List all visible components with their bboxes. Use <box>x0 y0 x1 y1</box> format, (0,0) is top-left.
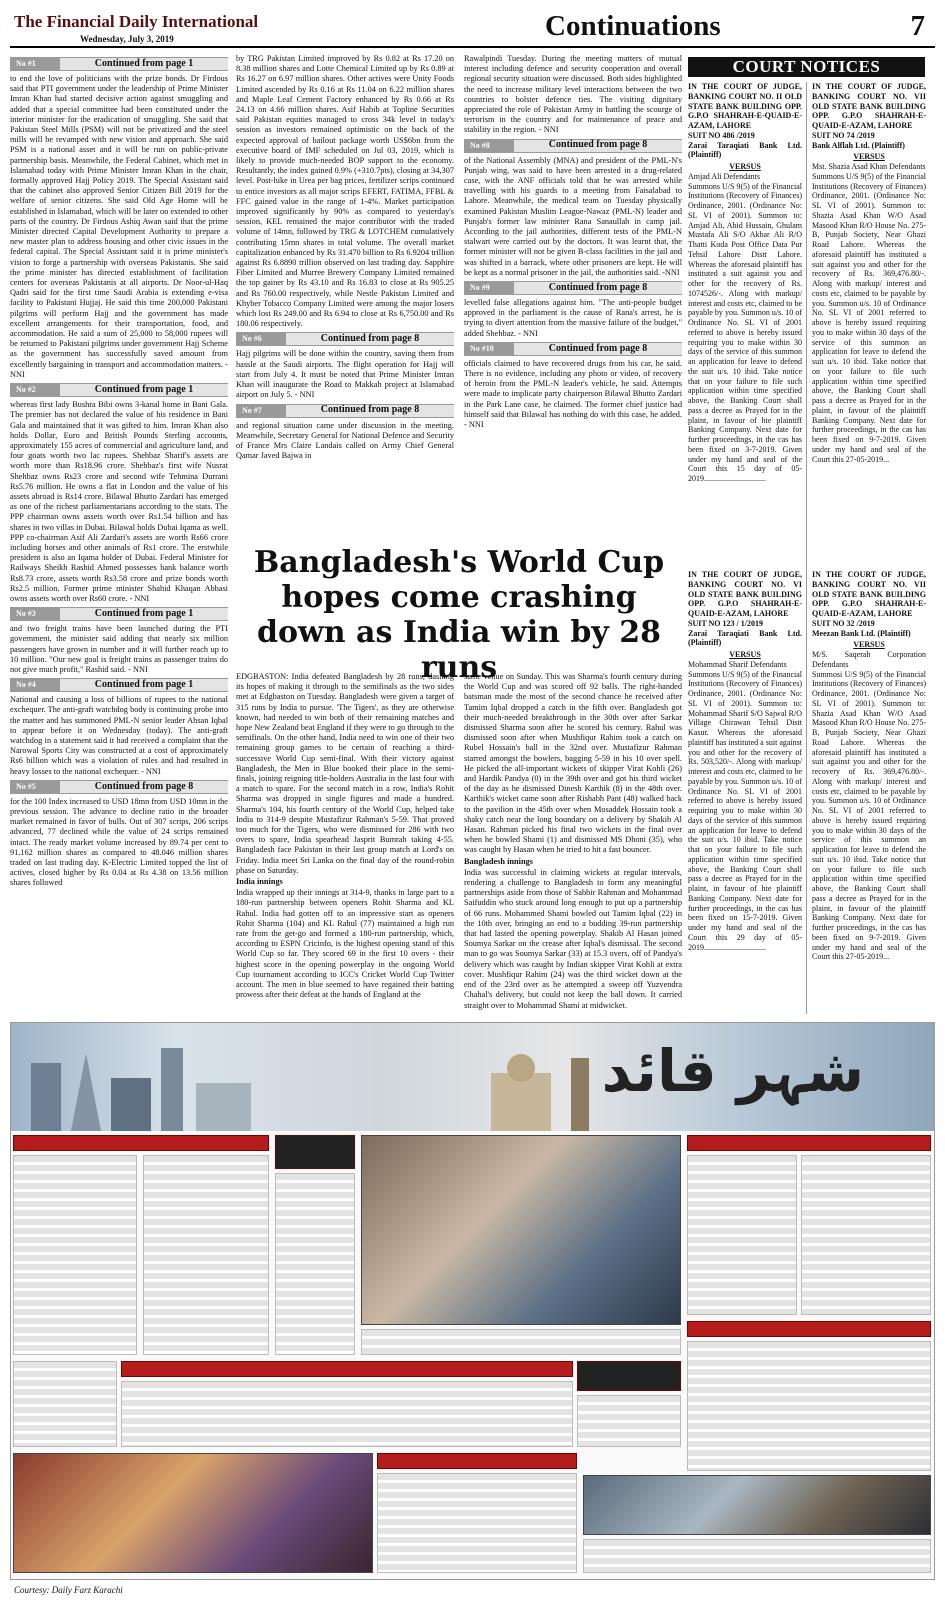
court-divider <box>806 82 807 1014</box>
publication-date: Wednesday, July 3, 2019 <box>80 34 174 44</box>
plaintiff: Bank Alflah Ltd. (Plaintiff) <box>812 140 905 150</box>
story-column-1 <box>236 672 454 1016</box>
continuation-tag: No #1 <box>10 57 60 71</box>
urdu-headline-bar <box>687 1321 931 1337</box>
plaintiff: Meezan Bank Ltd. (Plaintiff) <box>812 628 911 638</box>
court-notices-header: COURT NOTICES <box>688 57 925 77</box>
plaintiff: Zarai Taraqiati Bank Ltd. (Plaintiff) <box>688 140 802 160</box>
urdu-headline-bar <box>687 1135 931 1151</box>
urdu-headline-bar <box>377 1453 577 1469</box>
defendants: Mohammad Sharif Defendants <box>688 659 787 669</box>
versus-label: VERSUS <box>729 162 761 171</box>
continuation-bar <box>10 607 228 621</box>
continuation-bar <box>10 678 228 692</box>
plaintiff: Zarai Taraqiati Bank Ltd. (Plaintiff) <box>688 628 802 648</box>
story-subhead: Bangladesh innings <box>464 856 533 866</box>
court-name: IN THE COURT OF JUDGE, BANKING COURT NO. VI OLD STATE BANK BUILDING OPP. G.P.O SHAHRAH-E-QUAID-E-AZAM, LAHORE <box>688 570 802 618</box>
city-skyline-banner <box>11 1023 934 1131</box>
continuation-tag: No #3 <box>10 607 60 621</box>
versus-label: VERSUS <box>729 650 761 659</box>
continuation-tag: No #5 <box>10 780 60 794</box>
news-photo <box>13 1453 373 1573</box>
column-3 <box>464 54 682 542</box>
column-1 <box>10 54 228 1016</box>
court-notice <box>812 570 926 1016</box>
article-text: by TRG Pakistan Limited improved by Rs 0.82 at Rs 17.20 on 8.38 million shares and Lotte Chemical Limited up by Rs 0.89 at Rs 16.27 on 6.97 million shares. Other actives were Unity Foods Limited ascended by Rs 0.16 at Rs 11.04 on 6.22 million shares and Maple Leaf Cement Factory enhanced by Rs 0.66 at Rs 24.13 on 4.66 million shares. Asif Habib at Topline Securities said Pakistan equities managed to cross 34k level in today's session as investors remained optimistic on the back of the expected approval of bailout package worth US$6bn from the executive board of IMF scheduled on Jul 03, 2019, which is likely to provide much-needed BOP support to the economy. Resultantly, the index gained 0.9% (+310.7pts), closing at 34,307 level. Post-hike in Urea per bag prices, fertilizer scrips continued to entice investors as all major scrips EFERT, FATIMA, FFBL & FFC gained value in the range of 1-4%. Market participation improved significantly by 90% as compared to yesterday's session, KEL remained the major contributor with the traded volume of 14mn, followed by TRG & LOTCHEM cumulatively contributing 15mn shares in total volume. The overall market capitalization enhanced by Rs 31.470 billion to Rs 6.9204 trillion against Rs 6.8890 trillion observed on last trading day. Sapphire Fiber Limited and Murree Brewery Company Limited remained the top gainer by Rs 43.10 and Rs 16.83 to close at Rs 905.25 and Rs 760.00 respectively, while Nestle Pakistan Limited and Khyber Tobacco Company Limited were among the major losers which lost Rs 249.00 and Rs 6.94 to close at Rs 6,750.00 and Rs 180.06 respectively. <box>236 54 454 329</box>
notice-body: Summons U/S 9(5) of the Financial Institutions (Recovery of Finances) Ordinance, 2001. (Ordinance No: SL VI of 2001). Summon to: Shazia Asad Khan W/O Asad Masood Khan R/O House No. 275-B, Punjab Society, Near Ghazi Road Lahore. Whereas the aforesaid plaintiff has instituted a suit against you and other for the recovery of Rs. 369,476.80/-. Along with markup/ interest and costs etc, claimed to be payable by you. Summon u/s. 10 of Ordinance No. SL VI of 2001 referred to above is hereby issued requiring you to make within 30 days of the service of this summon an application for leave to defend the suit u/s. 10 ibid. Take notice that on your failure to file such application within time specified above, the Banking Court shall pass a decree as Prayed for in the plaint, in favour of the plaintiff Banking Company. Next date for further proceedings, in the cas has been fixed on 9-7-2019. Given under my hand and seal of the Court this 27-05-2019... <box>812 171 926 464</box>
article-text: levelled false allegations against him. "The anti-people budget approved in the parliament is the cause of Rana's arrest, he is trying to divert attention from the massive failure of the budget," added Shehbaz. - NNI <box>464 298 682 338</box>
continuation-bar <box>464 281 682 295</box>
court-name: IN THE COURT OF JUDGE, BANKING COURT NO. VII OLD STATE BANK BUILDING OPP. G.P.O SHAHRAH-E-QUAID-E-AZAM, LAHORE <box>812 82 926 130</box>
story-column-2 <box>464 672 682 1016</box>
continuation-bar <box>10 383 228 397</box>
story-subhead: India innings <box>236 877 283 887</box>
continuation-tag: No #8 <box>464 139 514 153</box>
continuation-tag: No #7 <box>236 404 286 418</box>
suit-number: SUIT NO 486 /2019 <box>688 130 755 140</box>
article-text: officials claimed to have recovered drugs from his car, he said. There is no evidence, including any photo or video, of recovery of heroin from the PML-N leader's vehicle, he said. Attempts were made to implicate party chairperson Bilawal Bhutto Zardari in the Park Lane case, he claimed. The former chief justice had himself said that Bilawal has nothing do with this case, he added. - NNI <box>464 358 682 430</box>
continuation-tag: No #10 <box>464 342 514 356</box>
article-text: for the 100 Index increased to USD 18mn from USD 10mn in the previous session. The advance to decline ratio in the broader market remained in favor of bulls. Out of 307 scrips, 206 scrips advanced, 77 declined while the value of 24 scrips remained intact. The ready market volume increased by 89.74 per cent to 91.162 million shares as compared to 48.046 million shares traded on last trading day. K-Electric Limited topped the list of actives, closed higher by Rs 0.04 at Rs 4.38 on 13.56 million shares followed <box>10 796 228 888</box>
continuation-bar <box>10 780 228 794</box>
urdu-column <box>121 1381 573 1447</box>
urdu-column <box>377 1473 577 1573</box>
urdu-headline-bar <box>121 1361 573 1377</box>
continuation-label: Continued from page 1 <box>94 679 194 691</box>
court-notice <box>688 82 802 560</box>
urdu-column <box>13 1361 117 1447</box>
continuation-bar <box>10 57 228 71</box>
article-text: of the National Assembly (MNA) and president of the PML-N's Punjab wing, was said to have been arrested in a drug-related case, with the ANF officials told that he was arrested while travelling with his guards to a meeting from Faisalabad to Lahore. Meanwhile, the medical team on Tuesday physically examined Pakistan Muslim League-Nawaz (PML-N) leader and Punjab's former law minister Rana Sanaullah in camp jail. According to the jail authorities, different tests of the PML-N stalwart were carried out by the doctors. It was learnt that, the former minister will not be given B-class facilities in the jail and was shifted in a barrack, where other prisoners are kept. He will be kept as a normal prisoner in the jail, the authorities said. -NNI <box>464 155 682 277</box>
continuation-label: Continued from page 8 <box>94 780 194 792</box>
article-text: to end the love of politicians with the prize bonds. Dr Firdous said that PTI government under the leadership of Prime Minister Imran Khan had started decisive action against smuggling and added that a special committee had been constituted under the interior minister for the eradication of smuggling. She said that Pakistan Steel Mills (PSM) will not be privatized and the steel mills will be revamped with new vision and approach. She said PSM is a national asset and it will be run on public-private partnership basis. Meanwhile, the Federal Cabinet, which met in Islamabad today with Prime Minister Imran Khan in the chair, formally approved Hajj Policy 2019. The Special Assistant said that the cabinet also approved Senior Citizen Bill 2019 for the welfare of senior citizens. She said Old Age Home will be established in Islamabad, which will be later on extended to other parts of the country. Dr Firdous Ashiq Awan said that the prime Minister directed Capital Development Authority to prepare a new master plan to address housing and other civic issues in the federal capital. The Special Assistant said it is prime minister's vision to forge a partnership with overseas Pakistanis. She said the prime minister has directed establishment of facilitation centers for overseas Pakistanis at all airports. Dr Noor-ul-Haq Qadri said for the first time Saudi Arabia is extending e-visa facility to Pakistani Hujjaj. He said this time 200,000 Pakistani pilgrims will perform Hajj and the government has made excellent arrangements for their transportation, food, and accommodation. He said a sum of 25,000 to 58,000 rupees will be returned to Pakistani pilgrims under government Hajj Scheme as the government has successfully saved amount from excellently bargaining in transport and accommodation matters. - NNI <box>10 74 228 379</box>
court-notice <box>812 82 926 560</box>
article-text: and regional situation came under discussion in the meeting. Meanwhile, Secretary General for National Defence and Security of France Mrs Claire Landais called on Army Chief General Qamar Javed Bajwa in <box>236 420 454 461</box>
masthead <box>10 8 935 48</box>
continuation-tag: No #4 <box>10 678 60 692</box>
urdu-supplement <box>10 1022 935 1580</box>
defendants: Amjad Ali Defendants <box>688 171 760 181</box>
court-name: IN THE COURT OF JUDGE, BANKING COURT NO. II OLD STATE BANK BUILDING OPP. G.P.O SHAHRAH-E-QUAID-E-AZAM, LAHORE <box>688 82 802 130</box>
article-text: and two freight trains have been launched during the PTI government, the minister said adding that nearly six million passengers have grown in number and it will further reach up to 10 million. "Our new goal is freight trains as passenger trains do not give much profit," Rashid said. - NNI <box>10 624 228 674</box>
notice-body: Summons U/S 9(5) of the Financial Institutions (Recovery of Finances) Ordinance, 2001. (Ordinance No: SL VI of 2001). Summon to: Amjad Ali, Abid Hussain, Ghulam Mustafa Ali S/O Akbar Ali R/O Thatti Koda Post Office Data Pur Tehsil Lahore Distt Lahore. Whereas the aforesaid plaintiff has instituted a suit against you and other for the recovery of Rs. 1074526/-. Along with markup/ interest and costs etc, claimed to be payable by you. Summon u/s. 10 of Ordinance No. SL VI of 2001 referred to above is hereby issued requiring you to make within 30 days of the service of this summon an application for leave to defend the suit u/s. 10 ibid. Take notice that on your failure to file such application within time specified above, the Banking Court shall pass a decree as Prayed for in the plaint, in favour of hte plaintiff Banking Company. Next date for further proceedings, in the cas has been fixed on 3-7-2019. Given under my hand and seal of the Court this 15 day of 05-2019............................... <box>688 181 802 483</box>
story-text: India wrapped up their innings at 314-9, thanks in large part to a 180-run partnership between openers Rohit Sharma and KL Rahul. India had gotten off to an impressive start as openers Rohit Sharma (104) and KL Rahul (77) maintained a high run rate from the get-go and formed a 180-run partnership, which, according to ESPN Cricinfo, is the highest opening stand of this World Cup so far. They scored 69 in the first 10 overs - their highest score in the opening powerplay in the ongoing World Cup tournament according to ICC's Cricket World Cup Twitter account. The men in blue seemed to have regained their batting prowess after their defeat at the hands of England at the <box>236 888 454 1000</box>
article-text: whereas first lady Bushra Bibi owns 3-kanal home in Bani Gala. The premier has not declared the value of his residence in Bani Gala and maintained that it was gifted to him. Imran Khan also holds Dollar, Euro and British Pounds Sterling accounts, approximately 155 acres of commercial and agriculture land, and four goats worth two lac rupees. Shehbaz Sharif's assets are worth more than Rs18.96 crore. Shehbaz's first wife Nusrat Shehbaz owns Rs23 crore and second wife Tehmina Durrani Rs5.76 million. He owns a flat in London and the value of his assets abroad is Rs14 crore. Bilawal Bhutto Zardari has emerged as one of the richest parliamentarians according to the stats. The PPP chairman owns assets worth over Rs1.54 billion and has shares in two villas in Dubai. Bilawal holds Dubai Iqama as well. PPP co-chairman Asif Ali Zardari's assets are worth Rs66 crore including horses and other animals of Rs1 crore. The erstwhile president is also an Iqama holder of Dubai. Federal Minister for Railways Sheikh Rashid Ahmed possesses bank balance worth Rs8.73 crore, assets worth Rs3.58 crore and prize bonds worth Rs2.5 million. Former prime minister Shahid Khaqan Abbasi owns assets worth over Rs60 crore. - NNI <box>10 400 228 603</box>
continuation-label: Continued from page 8 <box>548 139 648 151</box>
photo-caption <box>583 1539 931 1573</box>
urdu-masthead-logo: شہر قائد <box>601 1037 864 1105</box>
continuation-tag: No #9 <box>464 281 514 295</box>
urdu-column <box>577 1395 681 1447</box>
continuation-label: Continued from page 8 <box>548 342 648 354</box>
urdu-column <box>13 1155 137 1355</box>
suit-number: SUIT NO 74 /2019 <box>812 130 875 140</box>
continuation-label: Continued from page 1 <box>94 57 194 69</box>
continuation-tag: No #6 <box>236 332 286 346</box>
urdu-headline-bar <box>275 1135 355 1169</box>
column-2 <box>236 54 454 542</box>
continuation-label: Continued from page 8 <box>548 281 648 293</box>
courtesy-credit: Courtesy: Daily Farz Karachi <box>14 1585 123 1595</box>
continuation-label: Continued from page 8 <box>320 333 420 345</box>
continuation-bar <box>236 404 454 418</box>
continuation-bar <box>464 342 682 356</box>
court-notice <box>688 570 802 1016</box>
story-headline: Bangladesh's World Cup hopes come crashing down as India win by 28 runs <box>253 545 665 686</box>
continuation-label: Continued from page 8 <box>320 404 420 416</box>
urdu-column <box>801 1155 931 1315</box>
urdu-column <box>687 1341 931 1471</box>
publication-name: The Financial Daily International <box>14 12 259 31</box>
continuation-tag: No #2 <box>10 383 60 397</box>
urdu-column <box>143 1155 269 1355</box>
story-text: EDGBASTON: India defeated Bangladesh by 28 runs, dashing its hopes of making it through to the semifinals as the two sides met at Edgbaston on Tuesday. Bangladesh were given a target of 315 runs by India to pursue. 'The Tigers', as they are otherwise known, had needed to win both of their remaining matches and hope New Zealand beat England if they were to go through to the semifinals. On the other hand, India need to win one of their two remaining group games to be certain of reaching a third-successive World Cup semi-final. With their victory against Bangladesh, the Men in Blue booked their place in the semi-finals, joining reigning title-holders Australia in the last four with a match to spare. For the second match in a row, India's Rohit Sharma was dropped in single figures and made a hundred. Sharma's 104, his fourth century of the World Cup, helped take India to 314-9 despite Mustafizur Rahman's 5-59. That proved too much for the Tigers, who were dismissed for 286 with two overs to spare, India spearhead Jasprit Bumrah taking 4-55. Bangladesh face Pakistan in their last group match at Lord's on Friday. India meet Sri Lanka on the final day of the round-robin phase on Saturday. <box>236 672 454 875</box>
urdu-headline-bar <box>13 1135 269 1151</box>
court-name: IN THE COURT OF JUDGE, BANKING COURT NO. VII OLD STATE BANK BUILDING OPP. G.P.O SHAHRAH-E-QUAID-E-AZAM, LAHORE <box>812 570 926 618</box>
news-photo <box>361 1135 681 1325</box>
notice-body: Summons U/S 9(5) of the Financial Institutions (Recovery of Finances) Ordinance, 2001. (Ordinance No: SL VI of 2001). Summon to: Mohammad Sharif S/O Sajwal R/O Village Chirawan Tehsil Distt Kasur. Whereas the aforesaid plaintiff has instituted a suit against you and other for the recovery of Rs. 503,520/-. Along with markup/ interest and costs etc, claimed to be payable by you. Summon u/s. 10 of Ordinance No. SL VI of 2001 referred to above is hereby issued requiring you to make within 30 days of the service of this summon an application for leave to defend the suit u/s. 10 ibid. Take notice that on your failure to file such application within time specified above, the Banking Court shall pass a decree as Prayed for in the plaint, in favour of hte plaintiff Banking Company. Next date for further proceedings, in the cas has been fixed on 15-7-2019. Given under my hand and seal of the Court this 29 day of 05-2019............................... <box>688 669 802 952</box>
photo-caption <box>361 1329 681 1355</box>
article-text: Rawalpindi Tuesday. During the meeting matters of mutual interest including defence and security cooperation and overall regional security situation were discussed. Both sides highlighted the need to increase military level interactions between the two countries to bolster defence ties. The visiting dignitary appreciated the role of Pakistan Army in battling the scourge of terrorism in the country and for maintenance of peace and stability in the region. - NNI <box>464 54 682 135</box>
defendants: Mst. Shazia Asad Khan Defendants <box>812 162 926 171</box>
news-photo <box>583 1475 931 1535</box>
notice-body: Summosi U/S 9(5) of the Financial Institutions (Recovery of Finances) Ordinance, 2001. (Ordinance No: SL VI of 2001). Summon to: Shazia Asad Khan W/O Asad Masood Khan R/O House No. 275-B, Punjab Society, Near Ghazi Road Lahore. Whereas the aforesaid plaintiff has instituted a suit against you and other for the recovery of Rs. 369,476.80/-. Along with markup/ interest and costs etc, claimed to be payable by you. Summon u/s. 10 of Ordinance No. SL VI of 2001 referred to above is hereby issued requiring you to make within 30 days of the service of this summon an application for leave to defend the suit u/s. 10 ibid. Take notice that on your failure to file such application within time specified above, the Banking Court shall pass a decree as Prayed for in the plaint, in favour of the plaintiff Banking Company. Next date for further proceedings, in the cas has been fixed on 9-7-2019. Given under my hand and seal of the Court this 27-05-2019... <box>812 669 926 962</box>
continuation-label: Continued from page 1 <box>94 383 194 395</box>
urdu-column <box>687 1155 797 1315</box>
page-number: 7 <box>910 10 925 42</box>
defendants: M/S. Saqerah Corporation Defendants <box>812 650 926 669</box>
versus-label: VERSUS <box>853 152 885 162</box>
suit-number: SUIT NO 32 /2019 <box>812 618 875 628</box>
continuation-bar <box>236 332 454 346</box>
continuation-bar <box>464 139 682 153</box>
story-text: same venue on Sunday. This was Sharma's fourth century during the World Cup and was scored off 92 balls. The right-handed batsman made the most of the second chance he received after Tamim Iqbal dropped a catch in the fifth over. Bangladesh got their much-needed breakthrough in the 30th over after Sarkar dismissed Sharma soon after he scored his century. Rahul was dismissed soon after when Mushfiqur Rahim took a catch on Rubel Hossain's ball in the 32nd over. Mustafizur Rahman starred amongst the bowlers, bagging 5-59 in his 10 over spell. He picked the all-important wickets of skipper Virat Kohli (26) and Hardik Pandya (0) in the 39th over and got his third wicket of the day as he dismissed Dinesh Karthik (8) in the 48th over. Karthik's wicket came soon after Rishabh Pant (48) walked back to the pavilion in the 45th over when Mosaddek Hossain took a shaky catch near the long boundary on a delivery by Shakib Al Hasan. Rahman picked his final two wickets in the final over when he bowled Shami (1) and dismissed MS Dhoni (35), who was caught by Hasan when he tried to hit a fast bouncer. <box>464 672 682 855</box>
article-text: Hajj pilgrims will be done within the country, saving them from hassle at the Saudi airports. The flight operation for Hajj will start from July 4. It must be noted that Prime Minister Imran Khan will inaugurate the Road to Makkah project at Islamabad airport on July 5. - NNI <box>236 349 454 400</box>
story-text: India was successful in claiming wickets at regular intervals, rendering a challenge to Bangladesh to form any meaningful partnerships aside from those of Sabbir Rahman and Mohammad Saifuddin who stuck around long enough to put up a partnership of 66 runs. Mohammed Shami bowled out Tamim Iqbal (22) in the 10th over, bringing an end to a budding 39-run partnership that had lasted the opening powerplay. Shakib Al Hasan joined Soumya Sarkar on the crease after Iqbal's dismissal. The second man to go was Soumya Sarkar (33) at 15.3 overs, off of Pandya's delivery which was caught by Indian skipper Virat Kohli at extra cover. Mushfiqur Rahim (24) was the third wicket down at the end of the 23rd over as he attempted a sweep off Yuzvendra Chahal's delivery, but could not keep the ball down. It carried straight over to Mohammad Shami at midwicket. <box>464 867 682 1010</box>
section-title: Continuations <box>545 10 721 42</box>
urdu-column <box>275 1173 355 1355</box>
continuation-label: Continued from page 1 <box>94 608 194 620</box>
versus-label: VERSUS <box>853 640 885 650</box>
urdu-headline-bar <box>577 1361 681 1391</box>
article-text: National and causing a loss of billions of rupees to the national exchequer. The anti-graft watchdog body is continuing probe into the matter and has summoned PML-N senior leader Ahsan Iqbal to appear before it on Wednesday (today). The anti-graft watchdog in a statement said it had received a complaint that the Narowal Sports City was constructed at a cost of approximately Rs6 billion which was a violation of rules and had resulted in heavy losses to the national exchequer. - NNI <box>10 695 228 776</box>
suit-number: SUIT NO 123 / 1/2019 <box>688 618 763 628</box>
